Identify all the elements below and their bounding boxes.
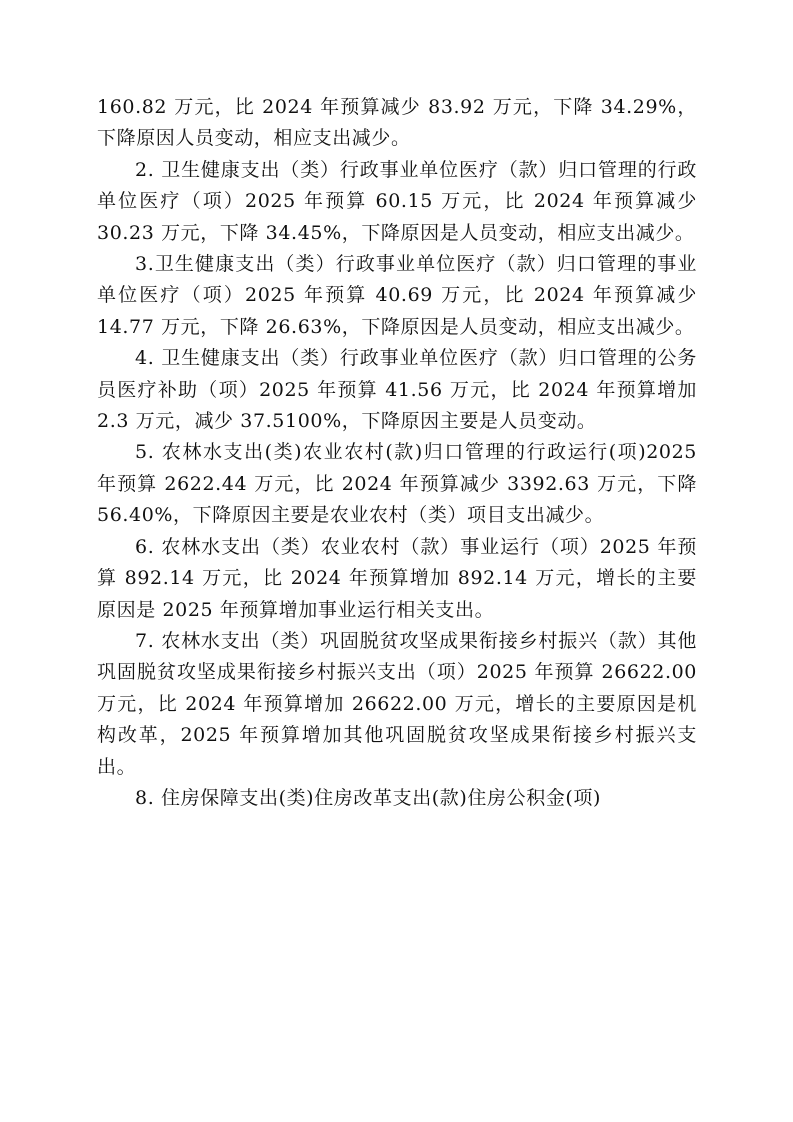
paragraph-8-housing-provident-fund: 8. 住房保障支出(类)住房改革支出(款)住房公积金(项) xyxy=(135,786,602,809)
paragraph-3-health-institution-medical: 3.卫生健康支出（类）行政事业单位医疗（款）归口管理的事业单位医疗（项）2025 年预算 40.69 万元，比 2024 年预算减少 14.77 万元，下降 26.63%，下降原因是人员变动，相应支出减少。 xyxy=(97,253,697,338)
paragraph-5-agriculture-admin-operation: 5. 农林水支出(类)农业农村(款)归口管理的行政运行(项)2025 年预算 2622.44 万元，比 2024 年预算减少 3392.63 万元，下降 56.40%，下降原因主要是农业农村（类）项目支出减少。 xyxy=(97,441,697,527)
paragraph-4-civil-servant-medical-subsidy: 4. 卫生健康支出（类）行政事业单位医疗（款）归口管理的公务员医疗补助（项）2025 年预算 41.56 万元，比 2024 年预算增加 2.3 万元，减少 37.5100%，下降原因主要是人员变动。 xyxy=(97,347,697,433)
paragraph-7-rural-revitalization: 7. 农林水支出（类）巩固脱贫攻坚成果衔接乡村振兴（款）其他巩固脱贫攻坚成果衔接乡村振兴支出（项）2025 年预算 26622.00 万元，比 2024 年预算增加 26622.00 万元，增长的主要原因是机构改革，2025 年预算增加其他巩固脱贫攻坚成果衔接乡村振兴支出。 xyxy=(97,629,697,778)
document-body xyxy=(97,92,697,814)
paragraph-2-health-admin-medical: 2. 卫生健康支出（类）行政事业单位医疗（款）归口管理的行政单位医疗（项）2025 年预算 60.15 万元，比 2024 年预算减少 30.23 万元，下降 34.45%，下降原因是人员变动，相应支出减少。 xyxy=(97,158,697,244)
paragraph-1-continuation: 160.82 万元，比 2024 年预算减少 83.92 万元，下降 34.29%，下降原因人员变动，相应支出减少。 xyxy=(97,96,697,150)
paragraph-6-agriculture-institution-operation: 6. 农林水支出（类）农业农村（款）事业运行（项）2025 年预算 892.14 万元，比 2024 年预算增加 892.14 万元，增长的主要原因是 2025 年预算增加事业运行相关支出。 xyxy=(97,535,697,621)
